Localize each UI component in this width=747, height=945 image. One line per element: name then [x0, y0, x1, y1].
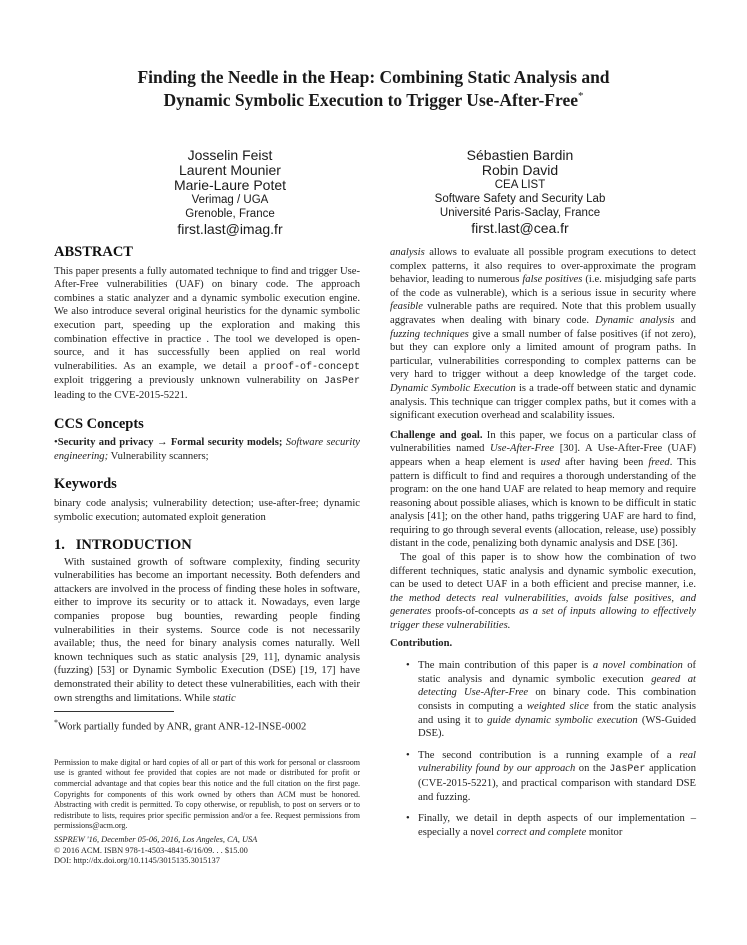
copyright-line: © 2016 ACM. ISBN 978-1-4503-4841-6/16/09. . . $15.00	[54, 845, 248, 855]
contribution-heading: Contribution.	[390, 637, 453, 649]
author-affiliation: Université Paris-Saclay, France	[439, 207, 601, 219]
code-proof-of-concept: proof-of-concept	[263, 361, 360, 373]
paper-title	[40, 66, 707, 112]
challenge-paragraph: Challenge and goal. In this paper, we focus on a particular class of vulnerabilities named Use-After-Free [30]. A Use-After-Free (UAF) appears when a heap element is used after having been freed. This pattern is difficult to find and requires a thorough understanding of the program: on the one hand UAF are related to heap memory and require reasoning about possible aliases, which is known to be difficult in static analysis [41]; on the other hand, paths triggering UAF are hard to find, requiring to go through several events (allocation, release, use) possibly distant in the code, penalizing both dynamic analysis and DSE [36].	[390, 429, 697, 550]
author-email: first.last@cea.fr	[471, 220, 569, 236]
venue-line: SSPREW '16, December 05-06, 2016, Los Angeles, CA, USA	[54, 834, 258, 844]
author-affiliation: CEA LIST	[494, 179, 546, 191]
author-name: Josselin Feist	[187, 147, 273, 163]
contribution-list	[390, 659, 696, 839]
author-affiliation: Verimag / UGA	[191, 194, 269, 206]
author-block-cea	[410, 148, 630, 236]
abstract-heading: ABSTRACT	[54, 244, 133, 260]
ccs-heading: CCS Concepts	[54, 415, 144, 432]
funding-footnote: *Work partially funded by ANR, grant ANR-12-INSE-0002	[54, 718, 307, 733]
title-line-2: Dynamic Symbolic Execution to Trigger Use-After-Free	[163, 90, 579, 110]
code-jasper: JasPer	[324, 376, 361, 388]
challenge-heading: Challenge and goal.	[390, 429, 483, 441]
keywords-heading: Keywords	[54, 476, 117, 493]
title-line-1: Finding the Needle in the Heap: Combining Static Analysis and	[137, 67, 610, 87]
permission-notice: Permission to make digital or hard copies of all or part of this work for personal or classroom use is granted without fee provided that copies are not made or distributed for profit or commercial advantage and that copies bear this notice and the full citation on the first page. Copyrights for components of this work owned by others than ACM must be honored. Abstracting with credit is permitted. To copy otherwise, or republish, to post on servers or to redistribute to lists, requires prior specific permission and/or a fee. Request permissions from permissions@acm.org.	[54, 757, 360, 831]
footnote-rule	[54, 711, 174, 712]
list-item: • Finally, we detail in depth aspects of our implementation – especially a novel correct and complete monitor	[406, 813, 696, 838]
author-name: Robin David	[481, 162, 559, 178]
keywords-text: binary code analysis; vulnerability detection; use-after-free; dynamic symbolic execution; automated exploit generation	[54, 497, 360, 523]
author-name: Sébastien Bardin	[466, 147, 574, 163]
abstract-text: This paper presents a fully automated technique to find and trigger Use-After-Free vulnerabilities (UAF) on binary code. The approach combines a static analyzer and a dynamic symbolic execution engine. We also introduce several original heuristics for the dynamic symbolic execution part, speeding up the exploration and making this combination effective in practice . The tool we developed is open-source, and it has successfully been applied on real world vulnerabilities. As an example, we detail a proof-of-concept exploit triggering a previously unknown vulnerability on JasPer leading to the CVE-2015-5221.	[54, 265, 361, 401]
intro-paragraph: With sustained growth of software complexity, finding security vulnerabilities has become an important necessity. Both defenders and attackers are involved in the process of finding these holes in software, either to improve its security or to attack it. Nowadays, even large companies propose bug bounties, rewarding people finding vulnerabilities in their systems. Source code is not necessarily available; thus, the need for binary analysis comes naturally. Well known techniques such as static analysis [29, 11], dynamic analysis (fuzzing) [53] or Dynamic Symbolic Execution (DSE) [19, 17] have demonstrated their ability to detect these vulnerabilities, each with their own strengths and limitations. While static	[54, 556, 360, 704]
ccs-text: •Security and privacy → Formal security models; Software security engineering; Vulnerability scanners;	[54, 437, 360, 462]
author-affiliation: Grenoble, France	[185, 208, 275, 220]
author-affiliation: Software Safety and Security Lab	[434, 193, 606, 205]
author-email: first.last@imag.fr	[177, 221, 283, 237]
section-introduction-heading: 1. INTRODUCTION	[54, 537, 192, 554]
list-item: • The second contribution is a running example of a real vulnerability found by our approach on the JasPer application (CVE-2015-5221), and practical comparison with standard DSE and fuzzing.	[406, 749, 697, 803]
left-column	[54, 246, 360, 867]
right-column	[390, 246, 696, 847]
doi-link[interactable]: http://dx.doi.org/10.1145/3015135.3015137	[73, 856, 220, 866]
doi-line: DOI: http://dx.doi.org/10.1145/3015135.3015137	[54, 856, 220, 866]
goal-paragraph: The goal of this paper is to show how the combination of two different techniques, static analysis and dynamic symbolic execution, can be used to detect UAF in a both efficient and precise manner, i.e. the method detects real vulnerabilities, avoids false positives, and generates proofs-of-concepts as a set of inputs allowing to effectively trigger these vulnerabilities.	[390, 552, 697, 632]
author-name: Laurent Mounier	[179, 162, 281, 178]
author-name: Marie-Laure Potet	[173, 177, 287, 193]
title-footnote-mark: *	[578, 90, 584, 103]
intro-continued-paragraph: analysis allows to evaluate all possible program executions to detect complex patterns, it also requires to over-approximate the program behavior, leading to numerous false positives (i.e. misjudging safe parts of the code as vulnerable), which is a serious issue in security where feasible vulnerable paths are required. Note that this problem usually aggravates when dealing with binary code. Dynamic analysis and fuzzing techniques give a small number of false positives (if not zero), but they can explore only a limited amount of program paths. In particular, vulnerabilities corresponding to complex patterns can be very hard to trigger without a deep knowledge of the target code. Dynamic Symbolic Execution is a trade-off between static and dynamic analysis. This technique can trigger complex paths, but it comes with a significant execution overhead and scalability issues.	[390, 247, 697, 422]
author-block-verimag	[130, 148, 330, 237]
list-item: • The main contribution of this paper is a novel combination of static analysis and dynamic symbolic execution geared at detecting Use-After-Free on binary code. This combination consists in computing a weighted slice from the static analysis and using it to guide dynamic symbolic execution (WS-Guided DSE).	[406, 660, 697, 740]
